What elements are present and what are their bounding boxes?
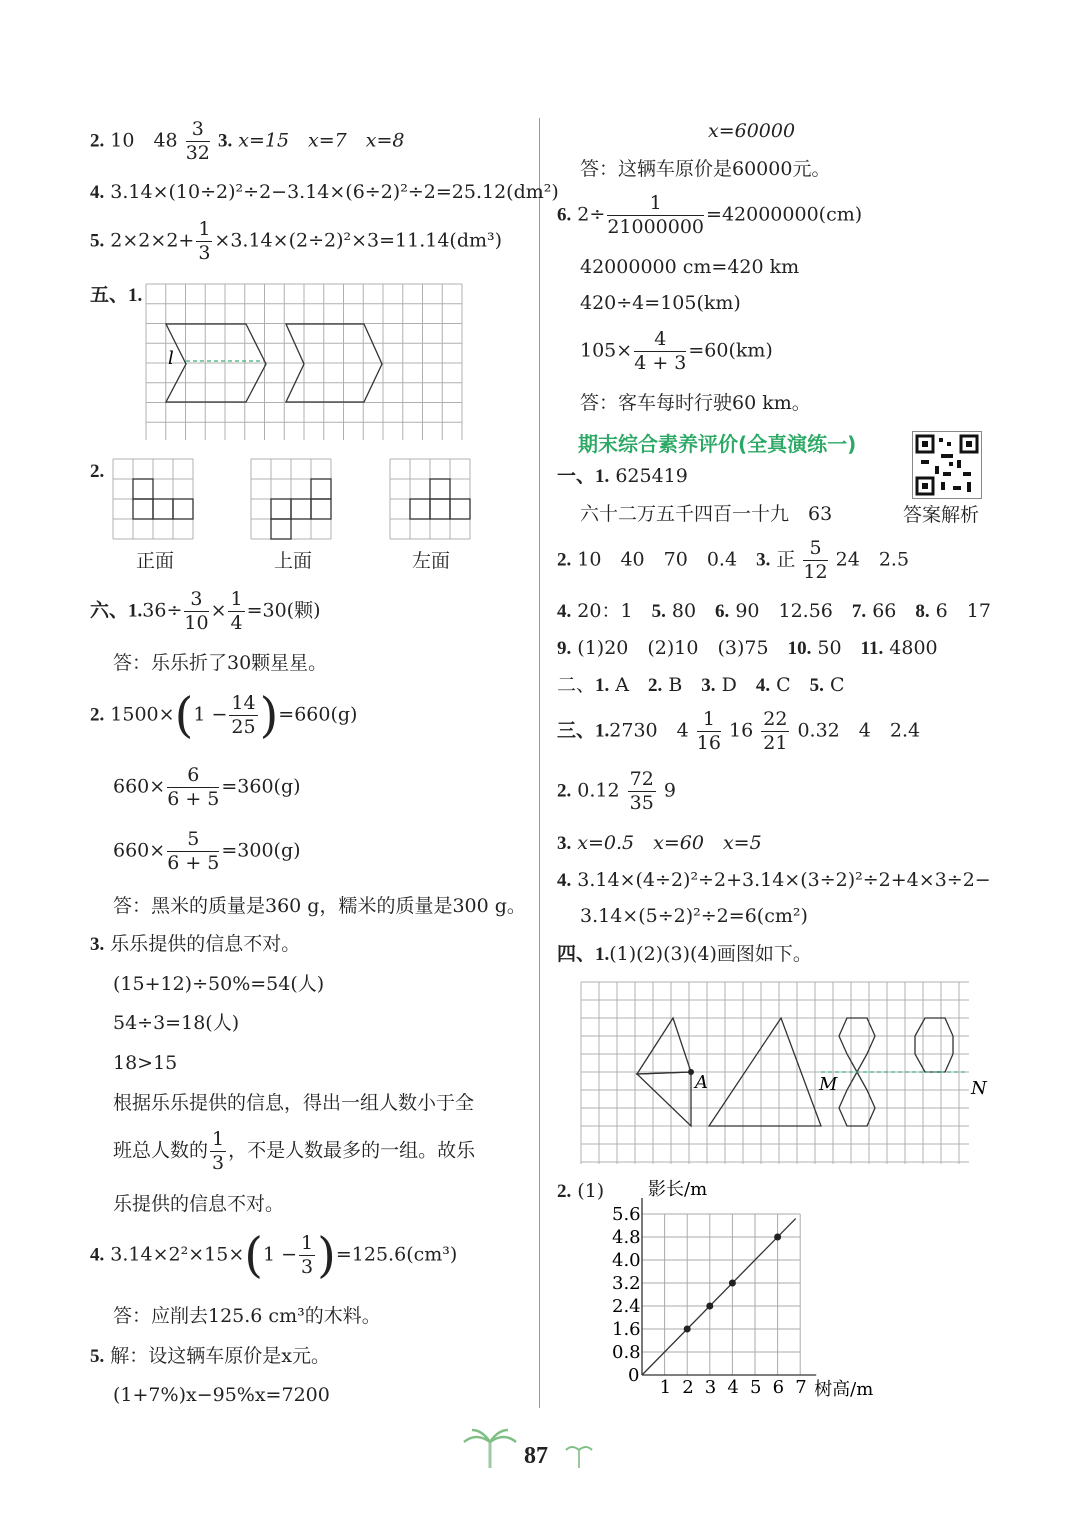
octagon-right <box>915 1018 953 1072</box>
answer-r6c: 105× $\frac{4}{4 + 3}$ =60(km) <box>580 328 773 374</box>
palm-tree-icon <box>462 1428 518 1470</box>
chart-ytick: 5.6 <box>612 1204 641 1225</box>
chart-ytick: 4.8 <box>612 1227 641 1248</box>
answer-liu1: 六、1.36÷ $\frac{3}{10}$ × $\frac{1}{4}$ =30(颗) <box>90 588 321 634</box>
small-palm-icon <box>564 1440 594 1470</box>
section-wu-2: 2. <box>90 461 105 482</box>
answer-r0: x=60000 <box>708 120 796 142</box>
answer-liu3: 3. 乐乐提供的信息不对。 <box>90 933 301 955</box>
symmetry-grid <box>146 284 462 440</box>
answer-r6: 6. 2÷ $\frac{1}{21000000}$ =42000000(cm) <box>557 192 863 238</box>
chart-ytick: 4.0 <box>612 1250 641 1271</box>
triangle-rotated <box>637 1072 691 1126</box>
chart-point <box>774 1234 781 1241</box>
section-title: 期末综合素养评价(全真演练一) <box>578 432 857 456</box>
chart-ytick: 1.6 <box>612 1319 641 1340</box>
label-m: M <box>819 1074 838 1095</box>
chart-xtick: 2 <box>682 1377 694 1398</box>
answer-liu3e: 班总人数的 $\frac{1}{3}$ ，不是人数最多的一组。故乐 <box>113 1128 476 1174</box>
answer-liu2b: 660× $\frac{6}{6 + 5}$ =360(g) <box>113 764 301 810</box>
answer-liu4: 4. 3.14×2²×15×(1 − $\frac{1}{3}$ )=125.6(cm³) <box>90 1227 458 1284</box>
answer-liu3d: 根据乐乐提供的信息，得出一组人数小于全 <box>113 1092 475 1114</box>
answer-liu4-result: 答：应削去125.6 cm³的木料。 <box>113 1305 381 1327</box>
chart-point <box>684 1326 691 1333</box>
answer-liu3b: 54÷3=18(人) <box>113 1012 240 1034</box>
octagon-top <box>839 1018 875 1072</box>
chart-ytick: 0.8 <box>612 1342 641 1363</box>
left-view-grid <box>390 459 474 541</box>
chart-xtick: 4 <box>727 1377 739 1398</box>
view-label-top: 上面 <box>274 550 313 572</box>
answer-san2: 2. 0.12 $\frac{72}{35}$ 9 <box>557 768 676 814</box>
page-number: 87 <box>524 1443 548 1469</box>
answer-y1: 一、1. 625419 <box>557 465 688 487</box>
label-n: N <box>971 1078 987 1099</box>
octagon-bottom <box>839 1072 875 1126</box>
answer-r6a: 42000000 cm=420 km <box>580 256 800 278</box>
chart-ylabel: 影长/m <box>648 1179 708 1200</box>
chart-xlabel: 树高/m <box>814 1379 874 1400</box>
line-label-l: l <box>168 348 174 369</box>
answer-y9: 9. (1)20 (2)10 (3)75 10. 50 11. 4800 <box>557 637 938 659</box>
triangle-small <box>637 1018 691 1074</box>
answer-l4: 4. 3.14×(10÷2)²÷2−3.14×(6÷2)²÷2=25.12(dm²) <box>90 181 559 203</box>
chart-origin-label: 0 <box>628 1365 640 1386</box>
drawing-grid <box>581 982 987 1164</box>
chart-xtick: 3 <box>704 1377 717 1398</box>
answer-liu2: 2. 1500×(1 − $\frac{14}{25}$ )=660(g) <box>90 687 358 744</box>
qr-caption: 答案解析 <box>903 504 980 526</box>
answer-san4b: 3.14×(5÷2)²÷2=6(cm²) <box>580 905 808 927</box>
answer-y4: 4. 20：1 5. 80 6. 90 12.56 7. 66 8. 6 17 <box>557 600 991 622</box>
chart-xtick: 5 <box>750 1377 762 1398</box>
answer-l5: 5. 2×2×2+ $\frac{1}{3}$ ×3.14×(2÷2)²×3=11.14(dm³) <box>90 218 503 264</box>
label-a: A <box>695 1072 708 1093</box>
answer-r0-result: 答：这辆车原价是60000元。 <box>580 158 831 180</box>
answer-liu3c: 18>15 <box>113 1052 178 1074</box>
answer-r6b: 420÷4=105(km) <box>580 292 741 314</box>
answer-si2: 2. (1) <box>557 1180 605 1202</box>
answer-liu2c: 660× $\frac{5}{6 + 5}$ =300(g) <box>113 828 301 874</box>
chart-point <box>729 1280 736 1287</box>
chart-ytick: 3.2 <box>612 1273 641 1294</box>
answer-san3: 3. x=0.5 x=60 x=5 <box>557 832 762 854</box>
answer-san1: 三、1.2730 4 $\frac{1}{16}$ 16 $\frac{22}{21}$ 0.32 4 2.4 <box>557 708 921 754</box>
chart-point <box>706 1303 713 1310</box>
answer-y1b: 六十二万五千四百一十九 63 <box>580 503 833 525</box>
chart-xtick: 7 <box>795 1377 807 1398</box>
view-label-left: 左面 <box>412 550 451 572</box>
qr-code[interactable] <box>912 431 982 499</box>
top-view-grid <box>251 459 335 541</box>
answer-y2: 2. 10 40 70 0.4 3. 正 $\frac{5}{12}$ 24 2.5 <box>557 537 910 583</box>
shadow-chart <box>600 1175 900 1405</box>
section-wu-1: 五、1. <box>90 285 143 306</box>
answer-er1: 二、1. A 2. B 3. D 4. C 5. C <box>557 674 845 696</box>
answer-r6-result: 答：客车每时行驶60 km。 <box>580 392 811 414</box>
answer-liu5a: (1+7%)x−95%x=7200 <box>113 1384 330 1406</box>
answer-san4: 4. 3.14×(4÷2)²÷2+3.14×(3÷2)²÷2+4×3÷2− <box>557 869 991 891</box>
answer-si1: 四、1.(1)(2)(3)(4)画图如下。 <box>557 943 812 965</box>
answer-l2: 2. 10 48 $\frac{3}{32}$ 3. x=15 x=7 x=8 <box>90 118 405 164</box>
chart-xtick: 6 <box>772 1377 785 1398</box>
point-a <box>688 1069 694 1075</box>
front-view-grid <box>113 459 197 541</box>
answer-liu3f: 乐提供的信息不对。 <box>113 1193 285 1215</box>
chart-xtick: 1 <box>659 1377 672 1398</box>
answer-liu5: 5. 解：设这辆车原价是x元。 <box>90 1345 331 1367</box>
answer-liu2-result: 答：黑米的质量是360 g，糯米的质量是300 g。 <box>113 895 526 917</box>
column-divider <box>539 118 540 1408</box>
view-label-front: 正面 <box>136 550 175 572</box>
answer-liu3a: (15+12)÷50%=54(人) <box>113 973 325 995</box>
chart-ytick: 2.4 <box>612 1296 641 1317</box>
answer-liu1-result: 答：乐乐折了30颗星星。 <box>113 652 328 674</box>
